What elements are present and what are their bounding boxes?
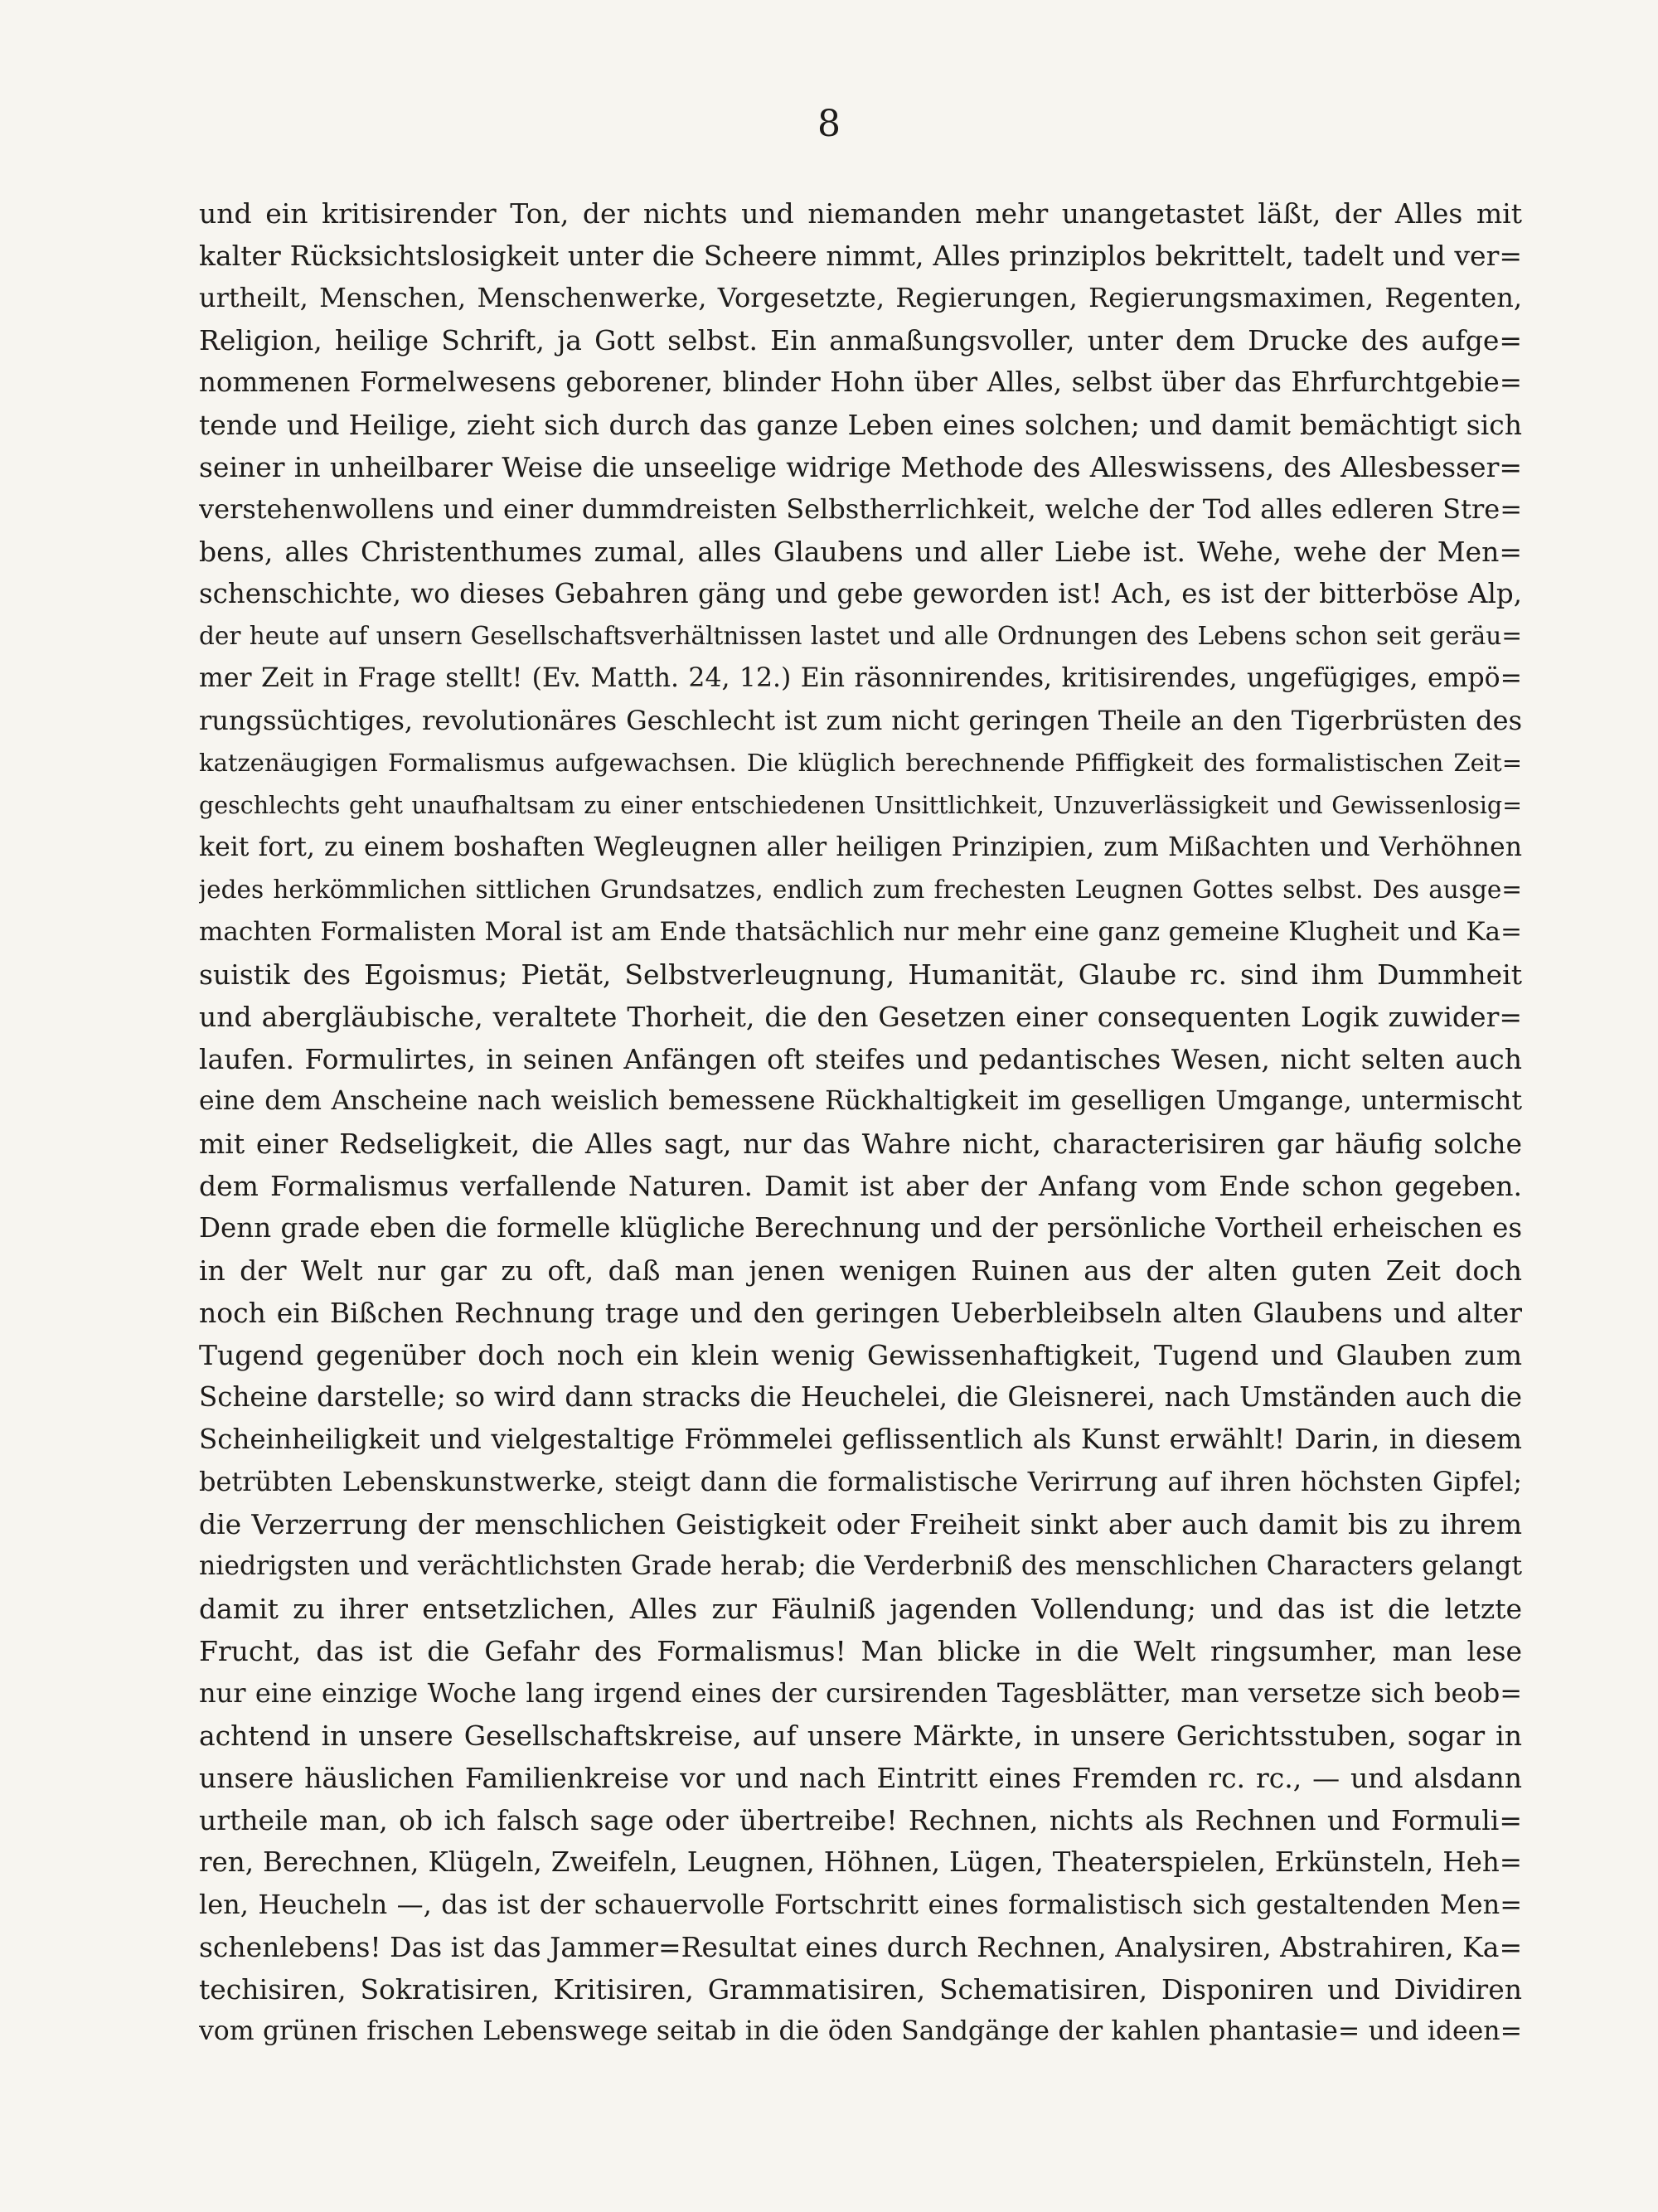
text-line: Scheine darstelle; so wird dann stracks die Heuchelei, die Gleisnerei, nach Umständen auch die <box>199 1381 1522 1413</box>
text-line: jedes herkömmlichen sittlichen Grundsatzes, endlich zum frechesten Leugnen Gottes selbst. Des ausge= <box>199 876 1522 904</box>
text-line: Frucht, das ist die Gefahr des Formalismus! Man blicke in die Welt ringsumher, man lese <box>199 1635 1522 1667</box>
page-number: 8 <box>817 103 841 145</box>
text-line: unsere häuslichen Familienkreise vor und nach Eintritt eines Fremden rc. rc., — und alsdann <box>199 1762 1522 1794</box>
text-line: seiner in unheilbarer Weise die unseelige widrige Methode des Alleswissens, des Allesbesser= <box>199 451 1522 483</box>
text-line: Religion, heilige Schrift, ja Gott selbst. Ein anmaßungsvoller, unter dem Drucke des aufge= <box>199 324 1522 357</box>
text-line: bens, alles Christenthumes zumal, alles Glaubens und aller Liebe ist. Wehe, wehe der Men= <box>199 536 1522 568</box>
text-line: laufen. Formulirtes, in seinen Anfängen oft steifes und pedantisches Wesen, nicht selten auch <box>199 1043 1522 1075</box>
text-line: urtheile man, ob ich falsch sage oder übertreibe! Rechnen, nichts als Rechnen und Formuli= <box>199 1804 1522 1836</box>
text-line: ren, Berechnen, Klügeln, Zweifeln, Leugnen, Höhnen, Lügen, Theaterspielen, Erkünsteln, Heh= <box>199 1846 1522 1878</box>
text-line: damit zu ihrer entsetzlichen, Alles zur Fäulniß jagenden Vollendung; und das ist die letzte <box>199 1593 1522 1625</box>
text-line: geschlechts geht unaufhaltsam zu einer entschiedenen Unsittlichkeit, Unzuverlässigkeit und Gewissenlosig= <box>199 792 1522 819</box>
text-line: eine dem Anscheine nach weislich bemessene Rückhaltigkeit im geselligen Umgange, untermischt <box>199 1086 1522 1116</box>
text-line: katzenäugigen Formalismus aufgewachsen. Die klüglich berechnende Pfiffigkeit des formalistischen Zeit= <box>199 749 1522 777</box>
text-line: die Verzerrung der menschlichen Geistigkeit oder Freiheit sinkt aber auch damit bis zu ihrem <box>199 1508 1522 1540</box>
text-line: schenlebens! Das ist das Jammer=Resultat eines durch Rechnen, Analysiren, Abstrahiren, Ka= <box>199 1931 1522 1963</box>
text-line: Tugend gegenüber doch noch ein klein wenig Gewissenhaftigkeit, Tugend und Glauben zum <box>199 1339 1522 1371</box>
text-line: noch ein Bißchen Rechnung trage und den geringen Ueberbleibseln alten Glaubens und alter <box>199 1297 1522 1329</box>
text-line: techisiren, Sokratisiren, Kritisiren, Grammatisiren, Schematisiren, Disponiren und Dividiren <box>199 1973 1522 2006</box>
text-line: mit einer Redseligkeit, die Alles sagt, nur das Wahre nicht, characterisiren gar häufig solche <box>199 1128 1522 1160</box>
text-line: verstehenwollens und einer dummdreisten Selbstherrlichkeit, welche der Tod alles edleren Stre= <box>199 493 1522 525</box>
text-line: betrübten Lebenskunstwerke, steigt dann die formalistische Verirrung auf ihren höchsten Gipfel; <box>199 1466 1522 1497</box>
text-line: niedrigsten und verächtlichsten Grade herab; die Verderbniß des menschlichen Characters gelangt <box>199 1551 1522 1581</box>
text-line: und ein kritisirender Ton, der nichts und niemanden mehr unangetastet läßt, der Alles mit <box>199 197 1522 230</box>
text-line: in der Welt nur gar zu oft, daß man jenen wenigen Ruinen aus der alten guten Zeit doch <box>199 1254 1522 1287</box>
text-line: Scheinheiligkeit und vielgestaltige Frömmelei geflissentlich als Kunst erwählt! Darin, in diesem <box>199 1424 1522 1455</box>
text-line: Denn grade eben die formelle klügliche Berechnung und der persönliche Vortheil erheischen es <box>199 1212 1522 1244</box>
text-line: rungssüchtiges, revolutionäres Geschlecht ist zum nicht geringen Theile an den Tigerbrüsten des <box>199 705 1522 736</box>
text-line: schenschichte, wo dieses Gebahren gäng und gebe geworden ist! Ach, es ist der bitterböse Alp, <box>199 578 1522 609</box>
text-line: nommenen Formelwesens geborener, blinder Hohn über Alles, selbst über das Ehrfurchtgebie= <box>199 366 1522 398</box>
text-line: machten Formalisten Moral ist am Ende thatsächlich nur mehr eine ganz gemeine Klugheit und Ka= <box>199 917 1522 947</box>
text-line: urtheilt, Menschen, Menschenwerke, Vorgesetzte, Regierungen, Regierungsmaximen, Regenten, <box>199 282 1522 313</box>
text-line: kalter Rücksichtslosigkeit unter die Scheere nimmt, Alles prinziplos bekrittelt, tadelt und ver= <box>199 240 1522 272</box>
text-line: achtend in unsere Gesellschaftskreise, auf unsere Märkte, in unsere Gerichtsstuben, sogar in <box>199 1720 1522 1752</box>
text-line: mer Zeit in Frage stellt! (Ev. Matth. 24, 12.) Ein räsonnirendes, kritisirendes, ungefügiges, empö= <box>199 663 1522 693</box>
text-line: und abergläubische, veraltete Thorheit, die den Gesetzen einer consequenten Logik zuwider= <box>199 1001 1522 1033</box>
text-line: vom grünen frischen Lebenswege seitab in die öden Sandgänge der kahlen phantasie= und ideen= <box>199 2016 1522 2046</box>
body-text <box>199 192 1522 2053</box>
text-line: len, Heucheln —, das ist der schauervolle Fortschritt eines formalistisch sich gestaltenden Men= <box>199 1889 1522 1920</box>
text-line: nur eine einzige Woche lang irgend eines der cursirenden Tagesblätter, man versetze sich beob= <box>199 1677 1522 1709</box>
text-line: suistik des Egoismus; Pietät, Selbstverleugnung, Humanität, Glaube rc. sind ihm Dummheit <box>199 958 1522 991</box>
text-line: keit fort, zu einem boshaften Wegleugnen aller heiligen Prinzipien, zum Mißachten und Verhöhnen <box>199 832 1522 862</box>
text-line: tende und Heilige, zieht sich durch das ganze Leben eines solchen; und damit bemächtigt sich <box>199 409 1522 441</box>
text-line: der heute auf unsern Gesellschaftsverhältnissen lastet und alle Ordnungen des Lebens schon seit geräu= <box>199 622 1522 650</box>
text-line: dem Formalismus verfallende Naturen. Damit ist aber der Anfang vom Ende schon gegeben. <box>199 1170 1522 1202</box>
